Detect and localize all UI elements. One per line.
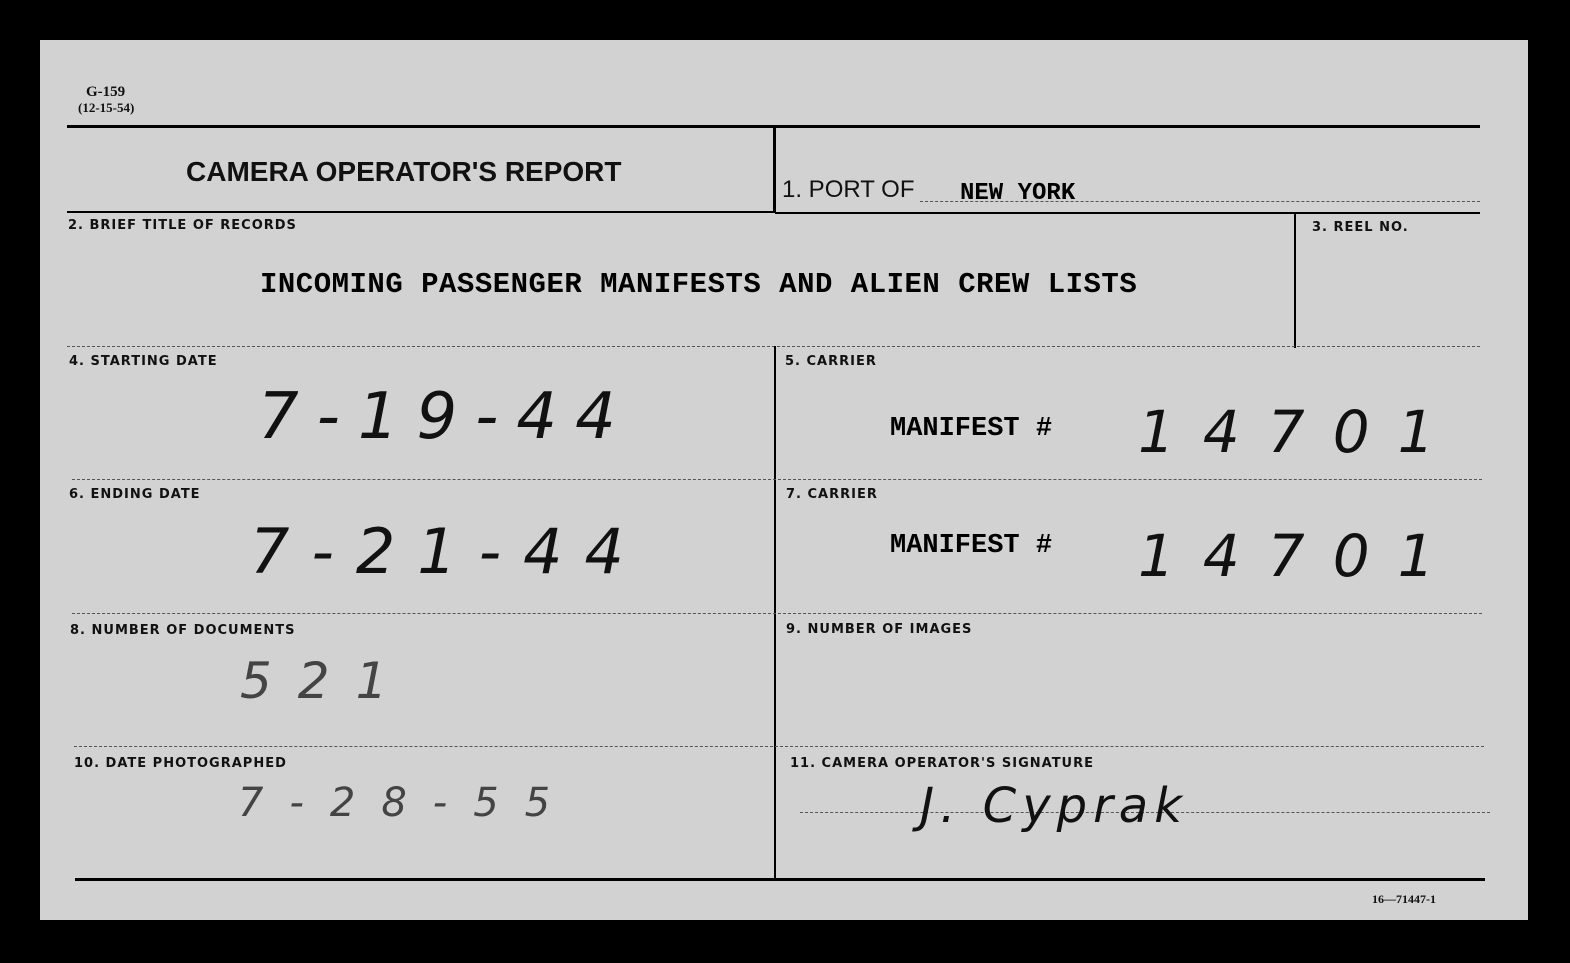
- carrier5-value: 14701: [1138, 398, 1463, 466]
- print-code: 16—71447-1: [1372, 892, 1436, 906]
- ending-date-label: 6. ENDING DATE: [69, 487, 201, 502]
- row4-rule: [72, 613, 1482, 614]
- reel-divider: [1294, 213, 1296, 348]
- carrier7-typed: MANIFEST #: [890, 531, 1053, 561]
- num-documents-label: 8. NUMBER OF DOCUMENTS: [70, 623, 296, 638]
- ending-date-value: 7-21-44: [250, 515, 646, 588]
- form-date: (12-15-54): [78, 100, 135, 115]
- brief-title-label: 2. BRIEF TITLE OF RECORDS: [68, 218, 297, 233]
- carrier5-label: 5. CARRIER: [785, 354, 877, 369]
- starting-date-label: 4. STARTING DATE: [69, 354, 218, 369]
- port-bottom-rule: [775, 212, 1480, 214]
- signature-label: 11. CAMERA OPERATOR'S SIGNATURE: [790, 756, 1095, 771]
- brief-title-value: INCOMING PASSENGER MANIFESTS AND ALIEN CREW LISTS: [260, 268, 1138, 301]
- carrier5-typed: MANIFEST #: [890, 414, 1053, 444]
- title-bottom-rule: [67, 211, 775, 213]
- num-documents-value: 521: [240, 652, 414, 710]
- row3-rule: [72, 479, 1482, 480]
- num-images-label: 9. NUMBER OF IMAGES: [786, 622, 973, 637]
- date-photographed-value: 7-28-55: [238, 780, 577, 826]
- form-number: G-159: [86, 84, 126, 100]
- starting-date-value: 7-19-44: [258, 380, 634, 454]
- carrier7-value: 14701: [1138, 522, 1463, 590]
- signature-value: J. Cyprak: [920, 778, 1189, 834]
- carrier7-label: 7. CARRIER: [786, 487, 878, 502]
- reel-label: 3. REEL NO.: [1312, 220, 1409, 235]
- port-label: 1. PORT OF: [782, 176, 915, 203]
- bottom-rule: [75, 878, 1485, 881]
- report-card: [40, 40, 1528, 920]
- port-value: NEW YORK: [960, 180, 1076, 207]
- row5-rule: [74, 746, 1484, 747]
- title-divider: [773, 127, 776, 213]
- date-photographed-label: 10. DATE PHOTOGRAPHED: [74, 756, 287, 771]
- report-title: CAMERA OPERATOR'S REPORT: [186, 156, 622, 187]
